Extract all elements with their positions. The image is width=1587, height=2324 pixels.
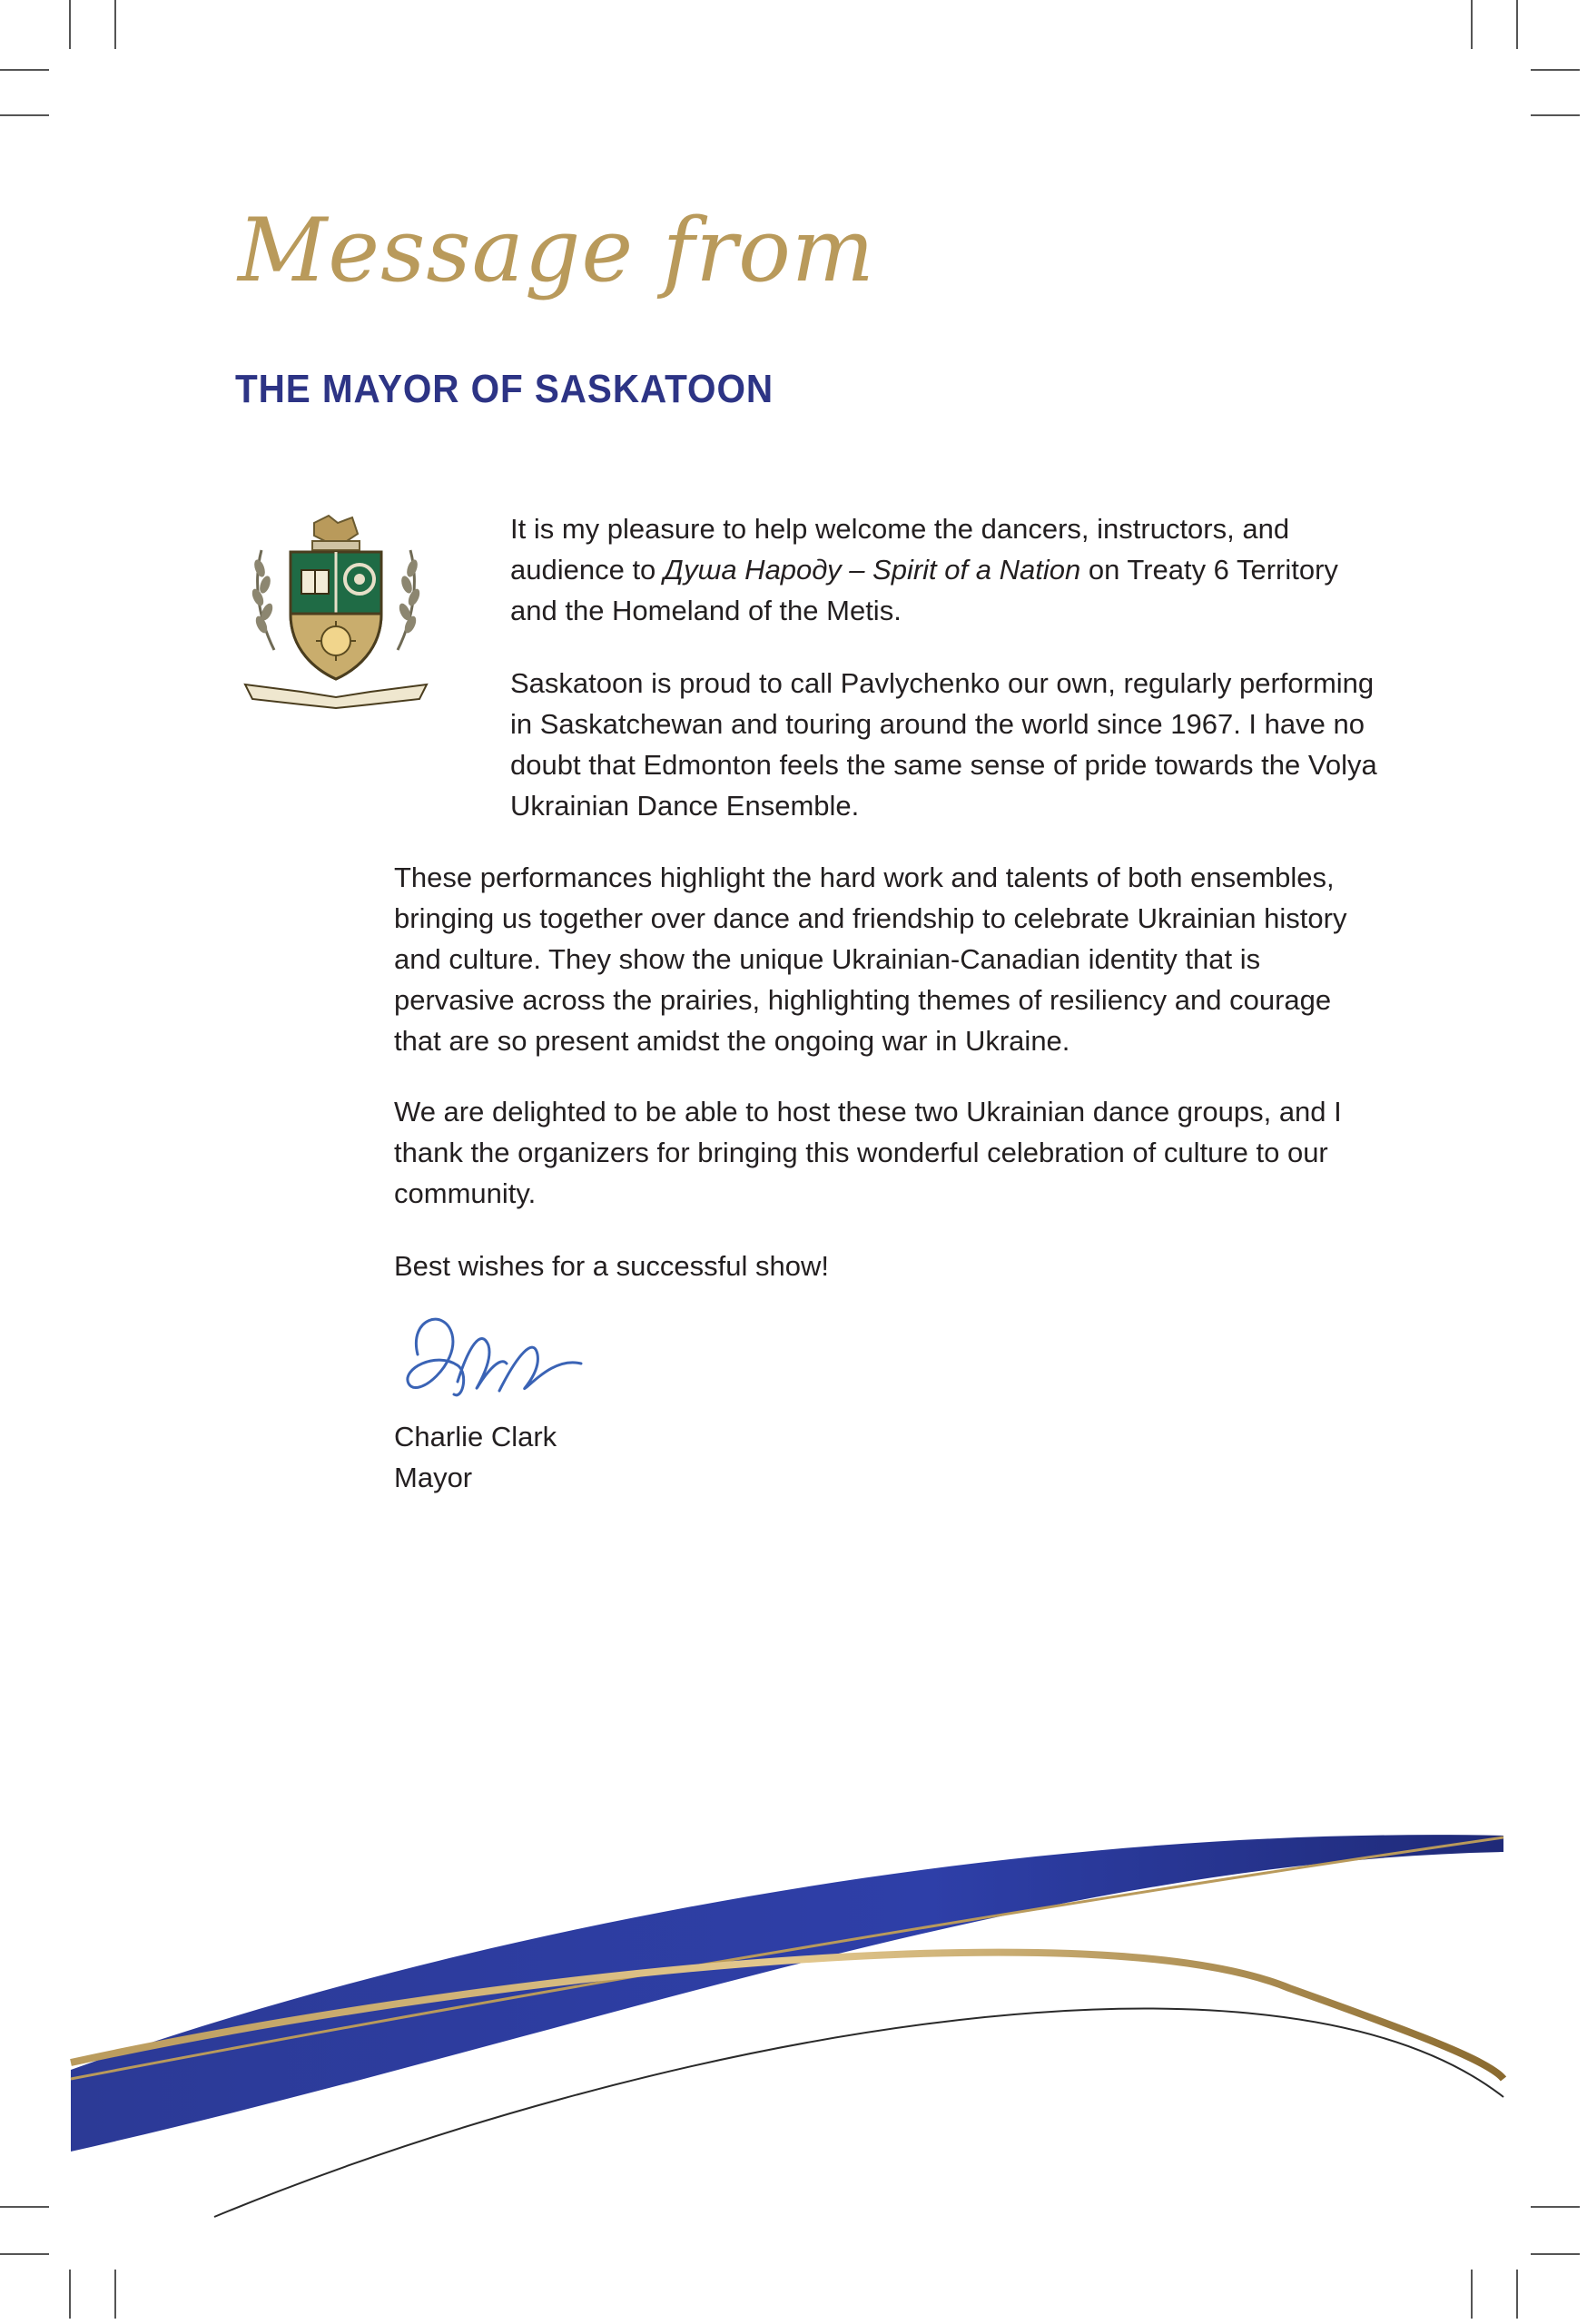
crop-mark xyxy=(0,114,49,116)
crop-mark xyxy=(69,2270,71,2319)
crop-mark xyxy=(1531,69,1580,71)
crop-mark xyxy=(114,2270,116,2319)
paragraph-best-wishes: Best wishes for a successful show! xyxy=(394,1250,829,1282)
paragraph-welcome-text-1: It is my pleasure to help welcome the dancers, instructors, and audience to xyxy=(510,513,1290,586)
crop-mark xyxy=(0,2253,49,2255)
crop-mark xyxy=(69,0,71,49)
paragraph-welcome xyxy=(510,508,1382,631)
crop-mark xyxy=(114,0,116,49)
crop-mark xyxy=(1531,2253,1580,2255)
signoff xyxy=(394,1416,557,1498)
signature-image xyxy=(381,1300,590,1416)
crop-mark xyxy=(1516,0,1518,49)
signer-name: Charlie Clark xyxy=(394,1421,557,1452)
paragraph-thanks: We are delighted to be able to host these two Ukrainian dance groups, and I thank the organizers for bringing this wonderful celebration of culture to our community. xyxy=(394,1096,1342,1209)
paragraph-performances: These performances highlight the hard work and talents of both ensembles, bringing us together over dance and friendship to celebrate Ukrainian history and culture. They show the unique Ukrainian-Canadian identity that is pervasive across the prairies, highlighting themes of resiliency and courage that are so present amidst the ongoing war in Ukraine. xyxy=(394,862,1347,1057)
decorative-swoosh xyxy=(0,1807,1587,2233)
crop-mark xyxy=(1516,2270,1518,2319)
signer-title: Mayor xyxy=(394,1462,473,1493)
heading-script: Message from xyxy=(238,200,875,301)
event-title: Душа Народу – Spirit of a Nation xyxy=(663,554,1081,586)
crop-mark xyxy=(1471,2270,1473,2319)
crop-mark xyxy=(1531,114,1580,116)
paragraph-welcome-text-2: on Treaty 6 Territory and the Homeland of the Metis. xyxy=(510,554,1338,626)
crop-mark xyxy=(0,69,49,71)
page-title: THE MAYOR OF SASKATOON xyxy=(235,367,774,411)
crop-mark xyxy=(1471,0,1473,49)
coat-of-arms-icon xyxy=(238,514,434,710)
paragraph-pavlychenko: Saskatoon is proud to call Pavlychenko our own, regularly performing in Saskatchewan and touring around the world since 1967. I have no doubt that Edmonton feels the same sense of pride towards the Volya Ukrainian Dance Ensemble. xyxy=(510,667,1377,822)
